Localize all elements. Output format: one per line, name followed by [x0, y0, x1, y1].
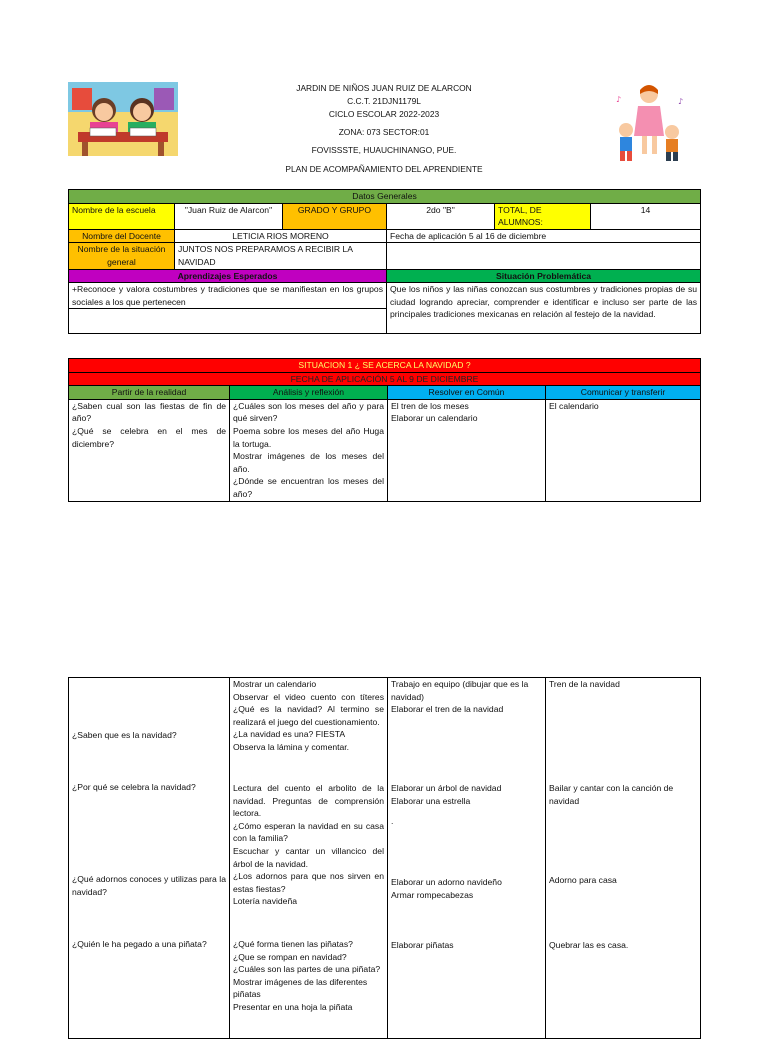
resolve-cell — [388, 399, 546, 501]
teacher-value: LETICIA RIOS MORENO — [175, 229, 387, 243]
situation-2-table — [68, 677, 701, 1039]
question-3: ¿Qué adornos conoces y utilizas para la navidad? — [72, 874, 226, 897]
situation-1-date: FECHA DE APLICACIÓN 5 AL 9 DE DICIEMBRE — [69, 372, 701, 386]
total-label: TOTAL, DE ALUMNOS: — [495, 203, 591, 229]
resolve-column — [388, 678, 546, 1039]
reality-cell — [69, 399, 230, 501]
general-data-table — [68, 189, 701, 334]
column-header: Partir de la realidad — [69, 386, 230, 400]
teacher-with-children-illustration — [606, 80, 692, 166]
cell-line: Armar rompecabezas — [391, 889, 474, 900]
cell-line: Escuchar y cantar un villancico del árbol de la navidad. — [233, 845, 384, 869]
cell-line: Observar el video cuento con títeres ¿Qué es la navidad? Al termino se realizará el juego del cuestionamiento. — [233, 691, 384, 727]
cell-line: Elaborar una estrella — [391, 795, 471, 806]
school-address: FOVISSSTE, HUAUCHINANGO, PUE. — [311, 145, 457, 155]
analysis-column — [230, 678, 388, 1039]
zone-sector: ZONA: 073 SECTOR:01 — [338, 127, 430, 137]
cell-line: Mostrar imágenes de las diferentes piñatas — [233, 976, 368, 1000]
cell-line: Elaborar piñatas — [391, 940, 454, 950]
grade-label: GRADO Y GRUPO — [283, 203, 387, 229]
svg-text:♪: ♪ — [678, 97, 684, 106]
cell-line: El calendario — [549, 400, 599, 411]
empty-cell — [387, 243, 701, 269]
cell-line: Elaborar el tren de la navidad — [391, 704, 504, 715]
cell-line: Elaborar un árbol de navidad — [391, 783, 502, 793]
cell-line: ¿Dónde se encuentran los meses del año? — [233, 476, 384, 499]
communicate-column — [546, 678, 701, 1039]
empty-cell — [69, 309, 387, 334]
question-2: ¿Por qué se celebra la navidad? — [72, 782, 196, 792]
cell-line: Mostrar un calendario — [233, 679, 317, 689]
cell-line: El tren de los meses — [391, 400, 469, 411]
application-date: Fecha de aplicación 5 al 16 de diciembre — [387, 229, 701, 243]
question-4: ¿Quién le ha pegado a una piñata? — [72, 939, 207, 949]
cell-line: Lectura del cuento el arbolito de la navidad. Preguntas de comprensión lectora. — [233, 783, 384, 819]
situation-1-title: SITUACION 1 ¿ SE ACERCA LA NAVIDAD ? — [69, 359, 701, 373]
school-name: JARDIN DE NIÑOS JUAN RUIZ DE ALARCON — [296, 83, 472, 93]
plan-title: PLAN DE ACOMPAÑAMIENTO DEL APRENDIENTE — [285, 164, 483, 174]
cell-line: ¿Cómo esperan la navidad en su casa con la familia? — [233, 820, 384, 844]
cell-line: ¿Qué forma tienen las piñatas? — [233, 939, 353, 949]
cell-line: Observa la lámina y comentar. — [233, 741, 350, 752]
cell-line: Poema sobre los meses del año Huga la tortuga. — [233, 425, 384, 449]
cell-line: . — [391, 816, 394, 827]
cell-line: Mostrar imágenes de los meses del año. — [233, 451, 384, 474]
cct-code: C.C.T. 21DJN1179L — [347, 96, 421, 106]
cell-line: ¿Qué se celebra en el mes de diciembre? — [72, 425, 226, 449]
cell-line: Elaborar un adorno navideño — [391, 877, 502, 887]
cell-line: ¿Los adornos para que nos sirven en estas fiestas? — [233, 871, 384, 894]
resolve-block-3 — [391, 876, 542, 901]
grade-value: 2do "B" — [387, 203, 495, 229]
situation-1-table — [68, 358, 701, 502]
column-header: Resolver en Común — [388, 386, 546, 400]
situation-label: Nombre de la situación general — [69, 243, 175, 269]
cell-line: Presentar en una hoja la piñata — [233, 1001, 353, 1012]
general-data-title: Datos Generales — [69, 190, 701, 204]
problem-situation-label: Situación Problemática — [387, 269, 701, 283]
communicate-block-3: Adorno para casa — [549, 875, 617, 885]
school-cycle: CICLO ESCOLAR 2022-2023 — [328, 109, 440, 119]
cell-line: Lotería navideña — [233, 896, 298, 907]
cell-line: ¿Cuáles son las partes de una piñata? — [233, 964, 381, 975]
analysis-block-3 — [233, 938, 384, 1014]
children-reading-illustration — [68, 82, 178, 156]
analysis-block-2 — [233, 782, 384, 908]
cell-line: ¿Cuáles son los meses del año y para qué sirven? — [233, 400, 384, 424]
column-header: Análisis y reflexión — [230, 386, 388, 400]
communicate-cell — [546, 399, 701, 501]
analysis-cell — [230, 399, 388, 501]
school-name-label: Nombre de la escuela — [69, 203, 175, 229]
total-value: 14 — [591, 203, 701, 229]
expected-learning-label: Aprendizajes Esperados — [69, 269, 387, 283]
teacher-label: Nombre del Docente — [69, 229, 175, 243]
document-header — [250, 82, 518, 176]
reality-column — [69, 678, 230, 1039]
column-header: Comunicar y transferir — [546, 386, 701, 400]
expected-learning-text: +Reconoce y valora costumbres y tradiciones que se manifiestan en los grupos sociales a los que pertenecen — [69, 283, 387, 309]
cell-line: ¿Que se rompan en navidad? — [233, 951, 347, 962]
communicate-block-1: Tren de la navidad — [549, 679, 620, 689]
analysis-block-1 — [233, 678, 384, 754]
communicate-block-2: Bailar y cantar con la canción de navidad — [549, 783, 674, 806]
cell-line: ¿La navidad es una? FIESTA — [233, 729, 346, 740]
situation-value: JUNTOS NOS PREPARAMOS A RECIBIR LA NAVIDAD — [175, 243, 387, 269]
resolve-block-4 — [391, 939, 542, 952]
communicate-block-4: Quebrar las es casa. — [549, 940, 629, 950]
school-name-value: "Juan Ruiz de Alarcon" — [175, 203, 283, 229]
cell-line: Trabajo en equipo (dibujar que es la navidad) — [391, 679, 529, 702]
problem-situation-text: Que los niños y las niñas conozcan sus costumbres y tradiciones propias de su ciudad logrando apreciar, comprender e identificar e incluso ser parte de las principales tradiciones mexicanas en relación al festejo de la navidad. — [387, 283, 701, 334]
cell-line: Elaborar un calendario — [391, 413, 478, 424]
svg-text:♪: ♪ — [616, 95, 622, 104]
question-1: ¿Saben que es la navidad? — [72, 730, 177, 740]
resolve-block-1 — [391, 678, 542, 716]
cell-line: ¿Saben cual son las fiestas de fin de año? — [72, 400, 226, 424]
resolve-block-2 — [391, 782, 542, 828]
